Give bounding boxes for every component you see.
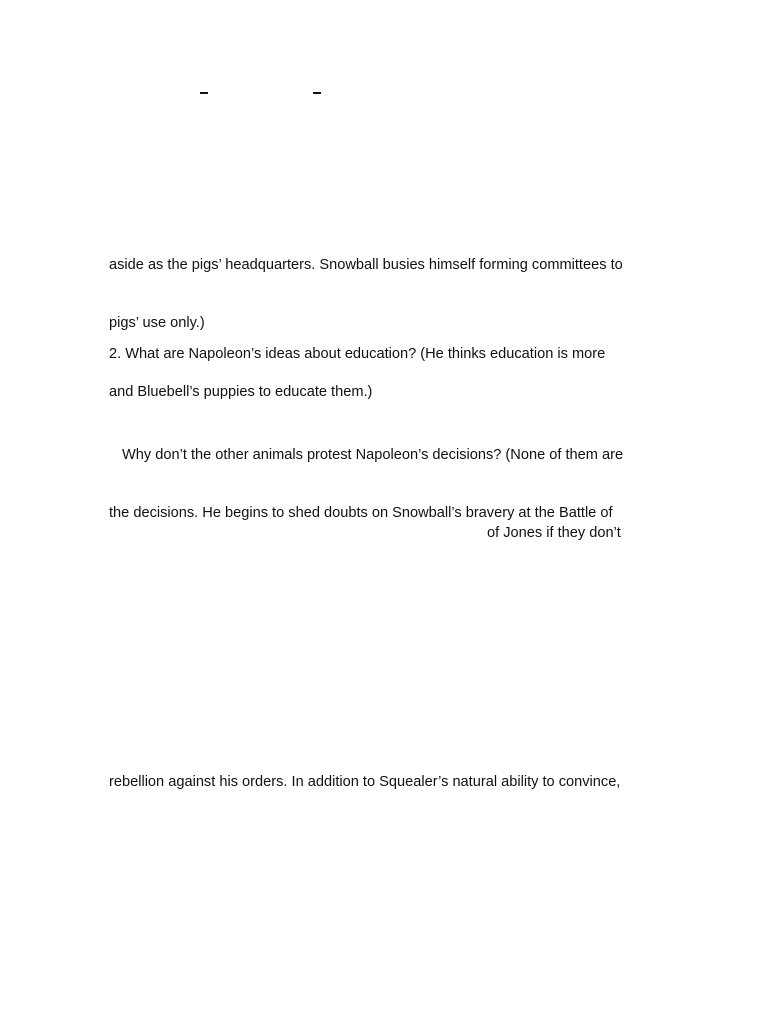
text-line-6: the decisions. He begins to shed doubts on Snowball’s bravery at the Battle of: [109, 505, 613, 521]
text-line-7: of Jones if they don’t: [487, 525, 621, 541]
text-line-2: pigs’ use only.): [109, 315, 205, 331]
header-dash-right: [313, 92, 321, 94]
text-line-4: and Bluebell’s puppies to educate them.): [109, 384, 373, 400]
question-2-line: 2. What are Napoleon’s ideas about education? (He thinks education is more: [109, 346, 606, 362]
text-line-8: rebellion against his orders. In addition to Squealer’s natural ability to convince,: [109, 774, 621, 790]
text-line-1: aside as the pigs’ headquarters. Snowball busies himself forming committees to: [109, 257, 623, 273]
question-3-line: Why don’t the other animals protest Napoleon’s decisions? (None of them are: [122, 447, 624, 463]
header-dash-left: [200, 92, 208, 94]
